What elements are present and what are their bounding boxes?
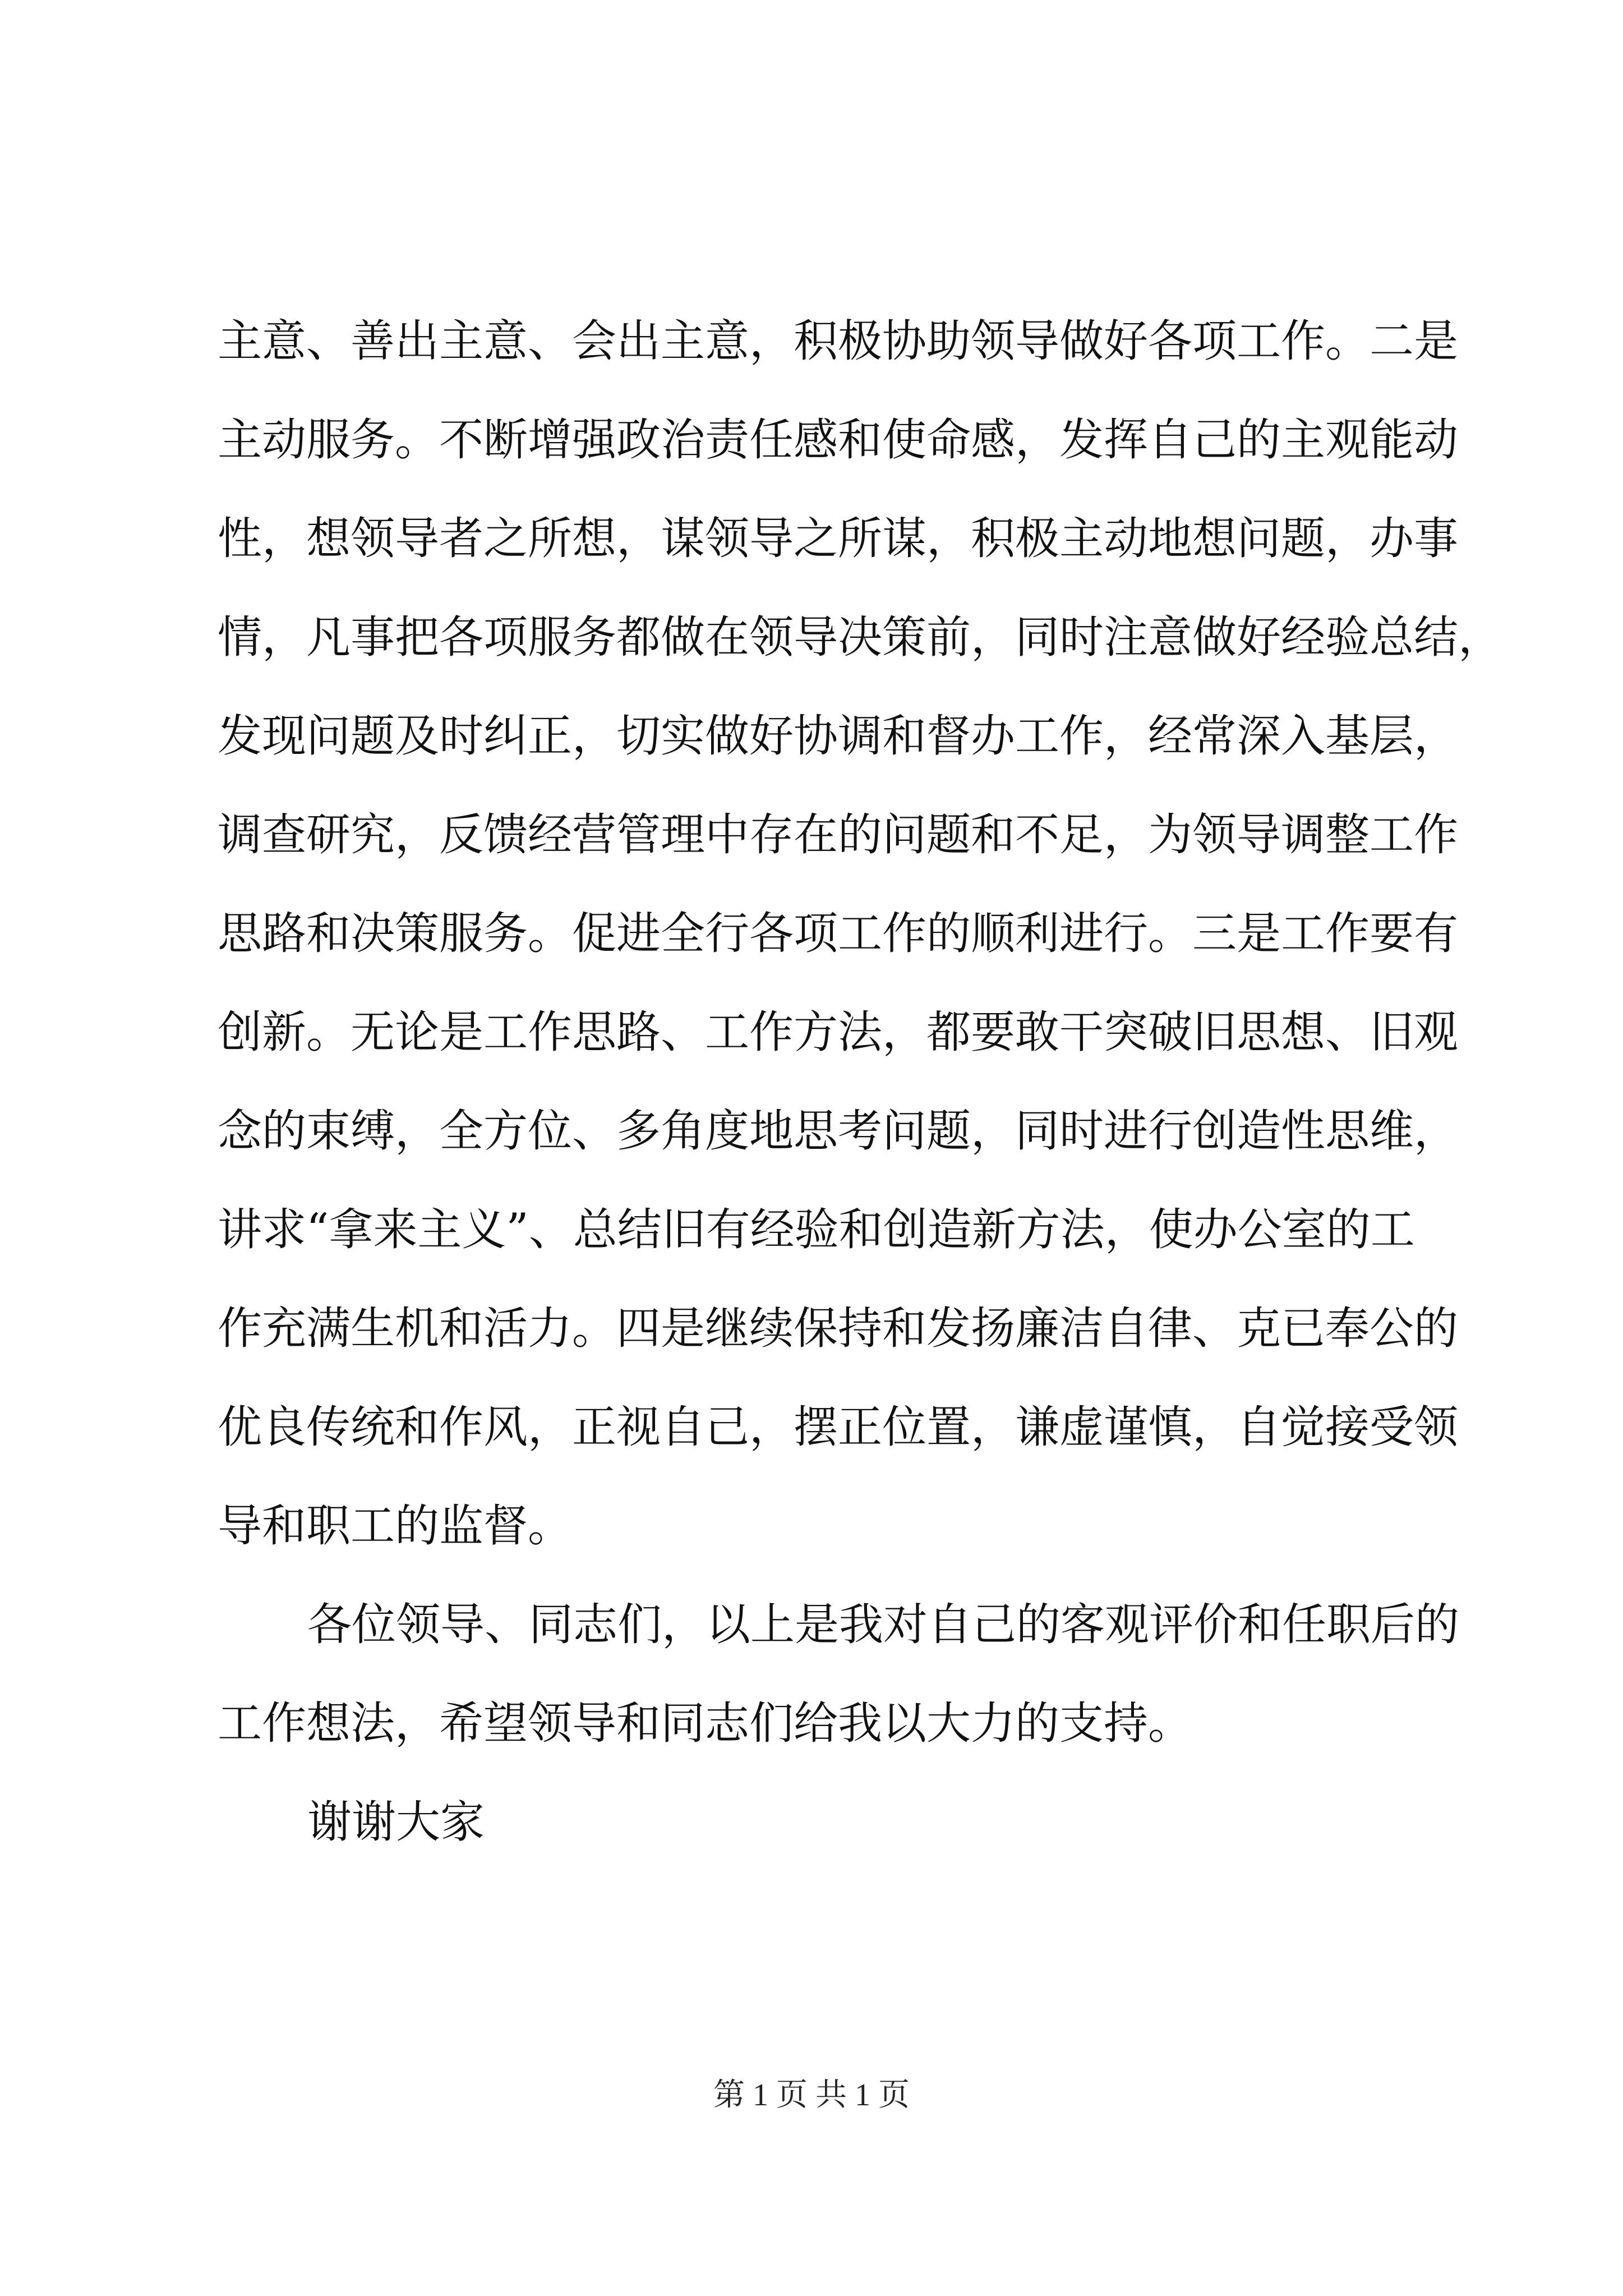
- text-line: 调查研究，反馈经营管理中存在的问题和不足，为领导调整工作: [218, 809, 1458, 861]
- text-line: 优良传统和作风，正视自己，摆正位置，谦虚谨慎，自觉接受领: [218, 1401, 1458, 1453]
- page-footer: 第 1 页 共 1 页: [713, 2078, 910, 2113]
- text-line: 创新。无论是工作思路、工作方法，都要敢干突破旧思想、旧观: [218, 1006, 1458, 1058]
- body-text: [218, 292, 1502, 1871]
- text-line: 讲求“拿来主义”、总结旧有经验和创造新方法，使办公室的工: [218, 1204, 1415, 1255]
- text-line: 性，想领导者之所想，谋领导之所谋，积极主动地想问题，办事: [218, 513, 1458, 564]
- text-line: 作充满生机和活力。四是继续保持和发扬廉洁自律、克已奉公的: [218, 1303, 1458, 1354]
- text-line: 导和职工的监督。: [218, 1500, 572, 1552]
- text-line: 念的束缚，全方位、多角度地思考问题，同时进行创造性思维，: [218, 1105, 1458, 1157]
- text-line: 工作想法，希望领导和同志们给我以大力的支持。: [218, 1697, 1192, 1749]
- text-line: 主动服务。不断增强政治责任感和使命感，发挥自己的主观能动: [218, 414, 1458, 466]
- text-line: 主意、善出主意、会出主意，积极协助领导做好各项工作。二是: [218, 315, 1458, 367]
- text-line: 各位领导、同志们，以上是我对自己的客观评价和任职后的: [307, 1599, 1459, 1650]
- text-line: 思路和决策服务。促进全行各项工作的顺利进行。三是工作要有: [218, 908, 1458, 959]
- text-line: 发现问题及时纠正，切实做好协调和督办工作，经常深入基层，: [218, 710, 1458, 762]
- text-line: 情，凡事把各项服务都做在领导决策前，同时注意做好经验总结，: [218, 611, 1502, 663]
- text-line: 谢谢大家: [307, 1796, 485, 1848]
